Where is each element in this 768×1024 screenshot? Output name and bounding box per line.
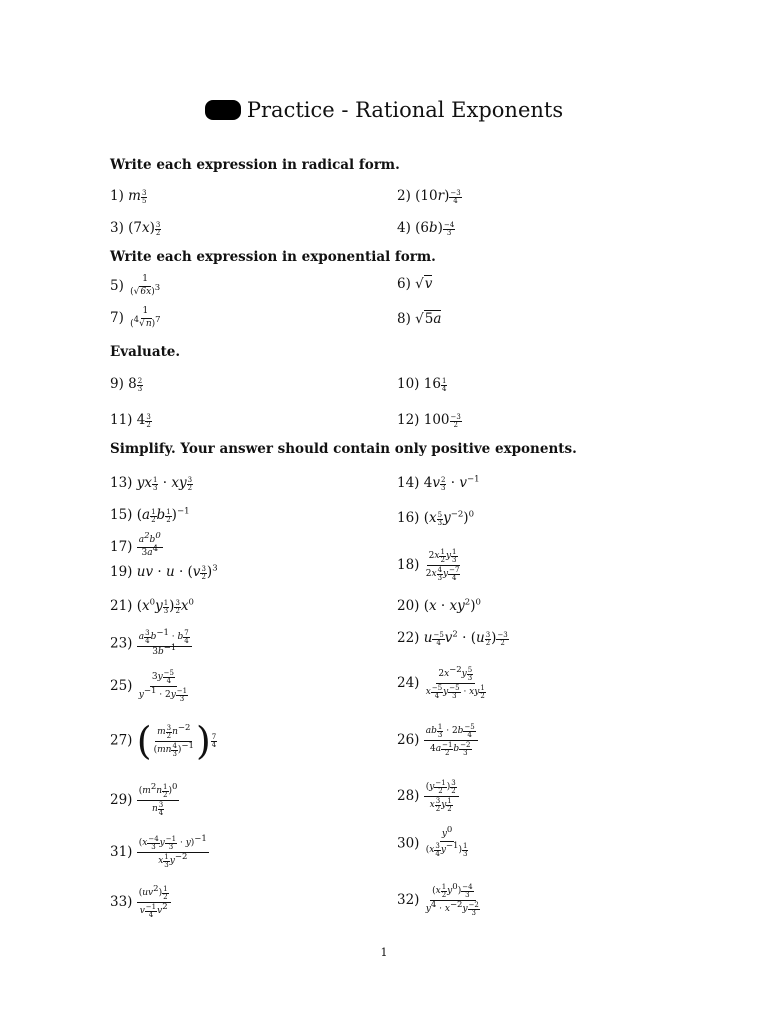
page-number: 1 (380, 946, 388, 959)
section-radical-form: Write each expression in radical form. (110, 157, 400, 173)
page-title (0, 98, 768, 122)
problem-17: 17) $\frac{a^2b^0}{3a^4}$ (110, 531, 161, 558)
title-text: Practice - Rational Exponents (246, 98, 564, 122)
problem-20: 20) $(x \cdot xy^2)^0$ (397, 597, 481, 614)
problem-11: 11) 4 $\frac{3}{2}$ (110, 412, 151, 429)
problem-10: 10) 16 $\frac{1}{4}$ (397, 376, 447, 393)
problem-21: 21) ($x^0y$ $\frac{1}{3}$ ) $\frac{3}{2}$ $x^0$ (110, 597, 194, 615)
problem-15: 15) (a $\frac{1}{2}$ b $\frac{1}{2}$ )$^{-1}$ (110, 506, 190, 524)
problem-33: 33) $(uv^2)$ $\frac{1}{2}$ v $\frac{-1}{4}$ $v^2$ (110, 886, 171, 919)
problem-22: 22) u $\frac{-5}{4}$ $v^2 \cdot (u$ $\frac{3}{2}$ ) $\frac{-3}{2}$ (397, 629, 508, 647)
problem-13: 13) yx $\frac{1}{3}$ · xy $\frac{3}{2}$ (110, 475, 193, 492)
section-simplify: Simplify. Your answer should contain only positive exponents. (110, 441, 577, 457)
section-exponential-form: Write each expression in exponential form. (110, 249, 436, 265)
problem-25: 25) 3y $\frac{-5}{4}$ $y^{-1} \cdot 2y$ $\frac{-1}{3}$ (110, 669, 188, 703)
redacted-mark (205, 100, 241, 120)
problem-28: 28) (y $\frac{-1}{2}$ ) $\frac{3}{2}$ x $\frac{3}{2}$ y $\frac{1}{2}$ (397, 780, 459, 813)
problem-3: 3) (7x) $\frac{3}{2}$ (110, 220, 161, 237)
problem-30: 30) $y^0$ (x $\frac{3}{4}$ $y^{-1}$) $\frac{1}{3}$ (397, 825, 468, 858)
problem-29: 29) ($m^2n$ $\frac{1}{2}$ )$^0$ n $\frac{3}{4}$ (110, 782, 178, 817)
section-evaluate: Evaluate. (110, 344, 181, 360)
problem-5: 5) $\frac{1}{(√6x)^3}$ (110, 274, 161, 297)
problem-8: 8) √5a (397, 311, 442, 327)
problem-6: 6) √v (397, 276, 433, 292)
problem-26: 26) ab $\frac{1}{3}$ · 2b $\frac{-5}{4}$ 4a $\frac{-1}{2}$ b $\frac{-2}{3}$ (397, 724, 478, 757)
problem-18: 18) 2x $\frac{1}{2}$ y $\frac{1}{3}$ 2x $\frac{4}{3}$ y $\frac{-7}{4}$ (397, 548, 460, 582)
problem-32: 32) (x $\frac{1}{2}$ $y^0$) $\frac{-4}{3}$ $y^4 \cdot x^{-2}y$ $\frac{-2}{3}$ (397, 882, 479, 917)
problem-16: 16) (x $\frac{5}{3}$ $y^{-2})^0$ (397, 509, 474, 527)
problem-14: 14) 4v $\frac{2}{3}$ · $v^{-1}$ (397, 474, 480, 492)
problem-1: 1) m $\frac{3}{5}$ (110, 188, 147, 205)
problem-9: 9) 8 $\frac{2}{3}$ (110, 376, 143, 393)
problem-12: 12) 100 $\frac{-3}{2}$ (397, 412, 461, 429)
problem-19: 19) uv · u · (v $\frac{3}{2}$ )$^3$ (110, 563, 218, 581)
problem-27: 27) ( m $\frac{3}{2}$ $n^{-2}$ (mn $\frac{4}{3}$ )$^{-1}$ ) $\frac{7}{4}$ (110, 719, 217, 763)
problem-24: 24) $2x^{-2}y$ $\frac{5}{3}$ x $\frac{-5}{4}$ y $\frac{-5}{3}$ · xy $\frac{1}{2}$ (397, 665, 485, 700)
problem-2: 2) (10r) $\frac{-3}{4}$ (397, 188, 461, 205)
problem-31: 31) (x $\frac{-4}{3}$ y $\frac{-1}{3}$ · y)$^{-1}$ x $\frac{1}{3}$ $y^{-2}$ (110, 834, 207, 869)
problem-7: 7) $\frac{1}{(^4√n)^7}$ (110, 306, 161, 329)
problem-23: 23) a $\frac{3}{4}$ $b^{-1} \cdot b$ $\frac{7}{4}$ $3b^{-1}$ (110, 630, 192, 658)
problem-4: 4) (6b) $\frac{-4}{3}$ (397, 220, 455, 237)
